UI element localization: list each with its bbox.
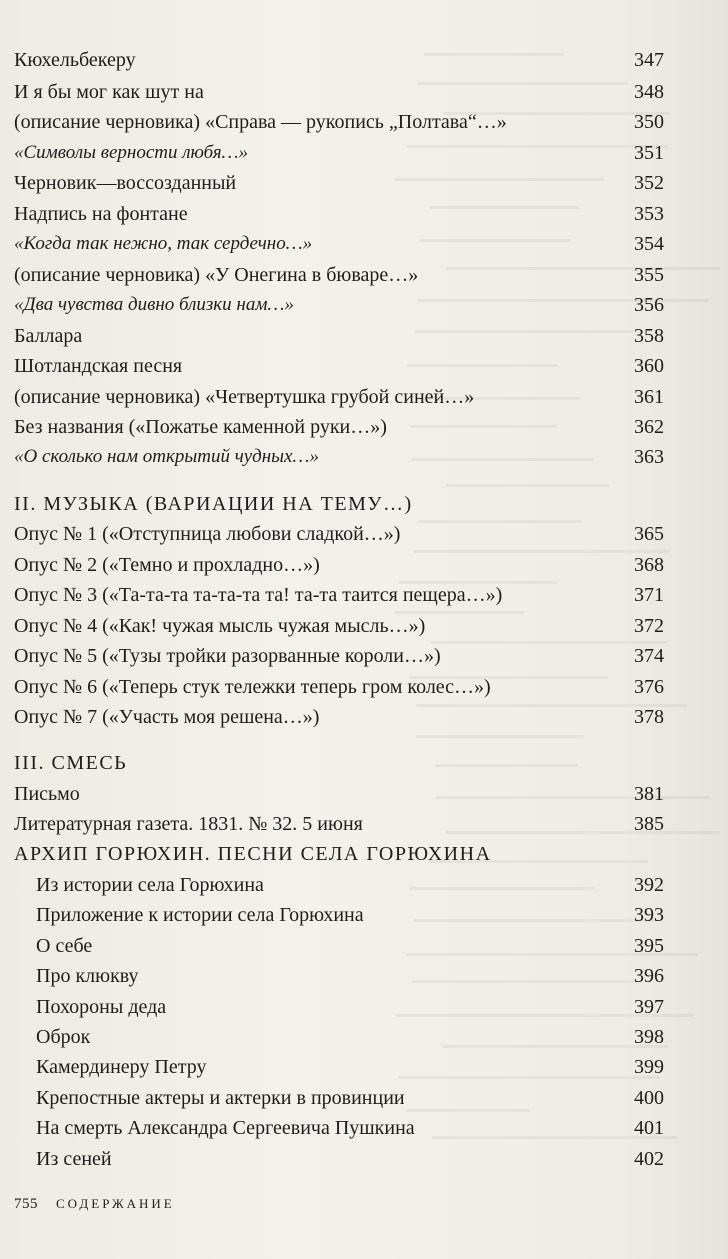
toc-entry xyxy=(14,255,664,287)
toc-entry xyxy=(14,1047,664,1079)
toc-entry-page: 378 xyxy=(634,706,664,728)
toc-section-heading xyxy=(14,484,664,516)
toc-entry xyxy=(14,956,664,988)
toc-entry xyxy=(14,224,664,256)
toc-entry-page: 347 xyxy=(634,49,664,71)
toc-entry-title: На смерть Александра Сергеевича Пушкина xyxy=(36,1117,415,1139)
toc-entry-title: Опус № 3 («Та-та-та та-та-та та! та-та таится пещера…») xyxy=(14,584,503,606)
toc-entry-page: 392 xyxy=(634,874,664,896)
toc-entry-title: Из истории села Горюхина xyxy=(36,874,264,896)
running-head: СОДЕРЖАНИЕ xyxy=(56,1196,175,1211)
toc-entry-page: 372 xyxy=(634,615,664,637)
toc-entry-title: Похороны деда xyxy=(36,996,167,1018)
toc-entry xyxy=(14,545,664,577)
toc-entry-title: Черновик—воссозданный xyxy=(14,172,237,194)
toc-entry-page: 356 xyxy=(634,294,664,316)
toc-entry-page: 376 xyxy=(634,676,664,698)
toc-entry-title: АРХИП ГОРЮХИН. ПЕСНИ СЕЛА ГОРЮХИНА xyxy=(14,843,492,865)
toc-entry xyxy=(14,40,664,72)
toc-entry-page: 401 xyxy=(634,1117,664,1139)
toc-entry xyxy=(14,1017,664,1049)
toc-entry-title: II. МУЗЫКА (ВАРИАЦИИ НА ТЕМУ…) xyxy=(14,493,413,515)
toc-entry xyxy=(14,102,664,134)
toc-entry-page: 351 xyxy=(634,142,664,164)
toc-entry-page: 362 xyxy=(634,416,664,438)
toc-entry xyxy=(14,926,664,958)
page-number: 755 xyxy=(14,1196,38,1212)
toc-entry-title: Опус № 2 («Темно и прохладно…») xyxy=(14,554,320,576)
toc-entry xyxy=(14,895,664,927)
toc-entry xyxy=(14,72,664,104)
toc-entry-title: III. СМЕСЬ xyxy=(14,752,128,774)
toc-entry-page: 348 xyxy=(634,81,664,103)
toc-entry-page: 395 xyxy=(634,935,664,957)
toc-entry-page: 381 xyxy=(634,783,664,805)
toc-entry-page: 399 xyxy=(634,1056,664,1078)
toc-entry-title: Письмо xyxy=(14,783,80,805)
toc-entry-title: Приложение к истории села Горюхина xyxy=(36,904,364,926)
toc-entry-page: 365 xyxy=(634,523,664,545)
toc-entry xyxy=(14,697,664,729)
toc-entry-title: Из сеней xyxy=(36,1148,112,1170)
toc-entry-title: Надпись на фонтане xyxy=(14,203,188,225)
toc-entry-page: 353 xyxy=(634,203,664,225)
toc-entry xyxy=(14,987,664,1019)
toc-entry-page: 355 xyxy=(634,264,664,286)
toc-entry xyxy=(14,1139,664,1171)
toc-entry-title: Кюхельбекеру xyxy=(14,49,136,71)
toc-entry xyxy=(14,407,664,439)
toc-entry xyxy=(14,285,664,317)
toc-entry-page: 363 xyxy=(634,446,664,468)
toc-entry-page: 352 xyxy=(634,172,664,194)
toc-entry xyxy=(14,163,664,195)
toc-entry-title: Литературная газета. 1831. № 32. 5 июня xyxy=(14,813,363,835)
toc-entry-page: 400 xyxy=(634,1087,664,1109)
toc-entry-title: Баллара xyxy=(14,325,83,347)
toc-section-heading xyxy=(14,743,664,775)
toc-entry-page: 368 xyxy=(634,554,664,576)
toc-entry xyxy=(14,636,664,668)
toc-entry xyxy=(14,575,664,607)
toc-entry-page: 396 xyxy=(634,965,664,987)
toc-entry-page: 358 xyxy=(634,325,664,347)
toc-entry-page: 371 xyxy=(634,584,664,606)
toc-entry-page: 398 xyxy=(634,1026,664,1048)
toc-section-heading xyxy=(14,834,664,866)
toc-entry-title: Опус № 6 («Теперь стук тележки теперь гром колес…») xyxy=(14,676,491,698)
toc-entry-title: Без названия («Пожатье каменной руки…») xyxy=(14,416,387,438)
toc-entry-page: 361 xyxy=(634,386,664,408)
toc-entry xyxy=(14,514,664,546)
toc-entry xyxy=(14,316,664,348)
toc-entry xyxy=(14,667,664,699)
toc-entry xyxy=(14,346,664,378)
toc-entry-title: «Когда так нежно, так сердечно…» xyxy=(14,233,313,254)
toc-entry-title: «Символы верности любя…» xyxy=(14,142,248,163)
toc-entry-title: Опус № 7 («Участь моя решена…») xyxy=(14,706,320,728)
toc-entry-title: Про клюкву xyxy=(36,965,139,987)
toc-entry-page: 402 xyxy=(634,1148,664,1170)
toc-entry-title: О себе xyxy=(36,935,93,957)
toc-entry-page: 360 xyxy=(634,355,664,377)
toc-entry-title: Опус № 1 («Отступница любови сладкой…») xyxy=(14,523,401,545)
toc-entry-title: Крепостные актеры и актерки в провинции xyxy=(36,1087,405,1109)
toc-entry xyxy=(14,865,664,897)
toc-entry-title: (описание черновика) «Четвертушка грубой синей…» xyxy=(14,386,475,408)
toc-entry-page: 393 xyxy=(634,904,664,926)
toc-entry-title: Опус № 5 («Тузы тройки разорванные короли…») xyxy=(14,645,441,667)
toc-entry-title: (описание черновика) «Справа — рукопись „Полтава“…» xyxy=(14,111,507,133)
toc-entry-page: 397 xyxy=(634,996,664,1018)
toc-entry-page: 350 xyxy=(634,111,664,133)
toc-entry xyxy=(14,1078,664,1110)
toc-entry-title: И я бы мог как шут на xyxy=(14,81,204,103)
ghost-line xyxy=(416,735,584,738)
toc-entry xyxy=(14,133,664,165)
toc-entry-title: Камердинеру Петру xyxy=(36,1056,207,1078)
toc-entry-page: 354 xyxy=(634,233,664,255)
toc-entry-title: Оброк xyxy=(36,1026,91,1048)
toc-entry xyxy=(14,774,664,806)
toc-entry xyxy=(14,1108,664,1140)
toc-entry xyxy=(14,804,664,836)
toc-entry-title: «Два чувства дивно близки нам…» xyxy=(14,294,294,315)
toc-entry xyxy=(14,194,664,226)
toc-entry xyxy=(14,377,664,409)
toc-entry-title: (описание черновика) «У Онегина в бюваре…» xyxy=(14,264,419,286)
toc-entry-title: «О сколько нам открытий чудных…» xyxy=(14,446,319,467)
toc-entry-page: 385 xyxy=(634,813,664,835)
toc-entry xyxy=(14,606,664,638)
toc-entry xyxy=(14,437,664,469)
toc-entry-title: Шотландская песня xyxy=(14,355,183,377)
toc-entry-title: Опус № 4 («Как! чужая мысль чужая мысль…») xyxy=(14,615,426,637)
page-footer xyxy=(14,1196,175,1213)
toc-entry-page: 374 xyxy=(634,645,664,667)
